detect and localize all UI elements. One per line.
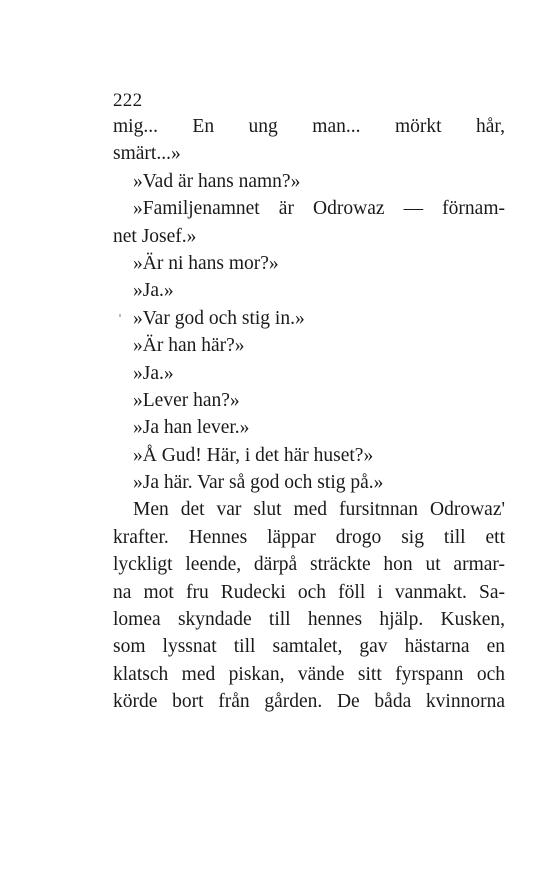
paragraph-line: klatsch med piskan, vände sitt fyrspann och [113, 663, 505, 685]
dialogue-line: »Ja.» [133, 280, 174, 302]
dialogue-line: »Å Gud! Här, i det här huset?» [133, 444, 374, 466]
dialogue-line: »Ja han lever.» [133, 417, 250, 439]
paragraph-line: Men det var slut med fursitnnan Odrowaz' [133, 499, 505, 521]
paragraph-line: lyckligt leende, därpå sträckte hon ut armar- [113, 554, 505, 576]
dialogue-line: »Vad är hans namn?» [133, 170, 301, 192]
dialogue-line: »Är han här?» [133, 335, 245, 357]
paragraph-line: lomea skyndade till hennes hjälp. Kusken, [113, 609, 505, 631]
text-line: mig... En ung man... mörkt hår, [113, 116, 505, 137]
dialogue-line: »Är ni hans mor?» [133, 252, 279, 274]
page-text [113, 113, 505, 716]
paragraph-line: körde bort från gården. De båda kvinnorna [113, 691, 505, 713]
text-line: smärt...» [113, 143, 181, 165]
text-line: net Josef.» [113, 225, 197, 247]
dialogue-line: »Lever han?» [133, 389, 240, 411]
paragraph-line: krafter. Hennes läppar drogo sig till ett [113, 526, 505, 548]
dialogue-line: »Var god och stig in.» [133, 307, 305, 329]
paragraph-line: som lyssnat till samtalet, gav hästarna en [113, 636, 505, 658]
page-number: 222 [113, 90, 143, 111]
dialogue-line: »Familjenamnet är Odrowaz — förnam- [133, 198, 505, 220]
dialogue-line: »Ja här. Var så god och stig på.» [133, 472, 384, 494]
paragraph-line: na mot fru Rudecki och föll i vanmakt. Sa- [113, 581, 505, 603]
dialogue-line: »Ja.» [133, 362, 174, 384]
